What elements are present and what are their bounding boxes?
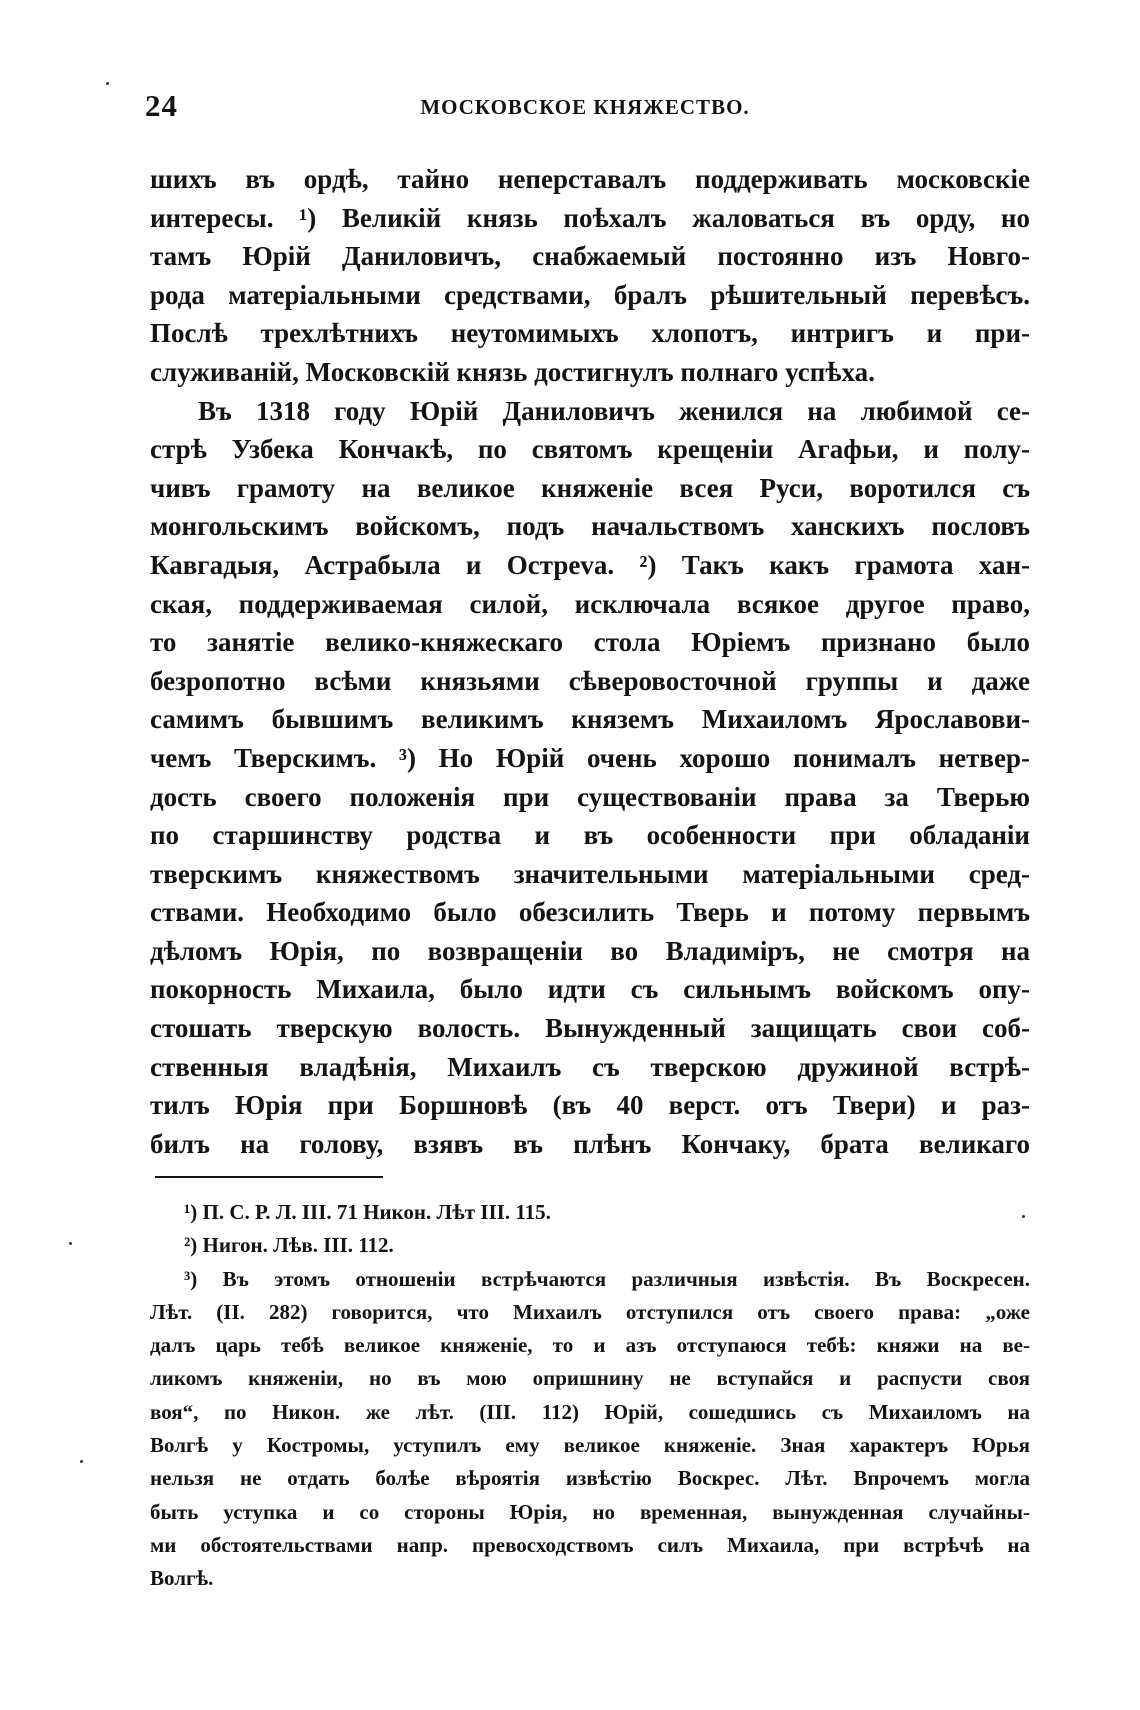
footnote-line: Волгѣ. — [150, 1566, 214, 1591]
scan-speck — [80, 1460, 83, 1463]
body-line: билъ на голову, взявъ въ плѣнъ Кончаку, брата великаго — [150, 1128, 1030, 1159]
body-line: Въ 1318 году Юрій Даниловичъ женился на любимой се- — [198, 395, 1030, 426]
body-line: ствами. Необходимо было обезсилить Тверь и потому первымъ — [150, 897, 1030, 928]
body-line: Кавгадыя, Астрабыла и Остреva. ²) Такъ какъ грамота хан- — [150, 549, 1030, 580]
body-line: шихъ въ ордѣ, тайно неперставалъ поддерживать московскіе — [150, 164, 1030, 194]
footnote-line: Волгѣ у Костромы, уступилъ ему великое княженіе. Зная характеръ Юрья — [150, 1433, 1030, 1458]
page-number: 24 — [145, 88, 178, 123]
footnote-line: ²) Нигон. Лѣв. III. 112. — [184, 1233, 394, 1258]
body-line: интересы. ¹) Великій князь поѣхалъ жаловаться въ орду, но — [150, 202, 1030, 233]
body-line: чивъ грамоту на великое княженіе всея Руси, воротился съ — [150, 472, 1030, 503]
body-line: дость своего положенія при существованіи права за Тверью — [150, 781, 1030, 812]
running-head: МОСКОВСКОЕ КНЯЖЕСТВО. — [420, 95, 750, 119]
body-line: Послѣ трехлѣтнихъ неутомимыхъ хлопотъ, интригъ и при- — [150, 318, 1030, 349]
footnote-line: ми обстоятельствами напр. превосходствомъ силъ Михаила, при встрѣчѣ на — [150, 1532, 1030, 1557]
body-line: самимъ бывшимъ великимъ княземъ Михаиломъ Ярославови- — [150, 704, 1030, 735]
scan-speck — [1022, 1215, 1025, 1218]
body-line: по старшинству родства и въ особенности при обладаніи — [150, 820, 1030, 851]
body-line: дѣломъ Юрія, по возвращеніи во Владиміръ, не смотря на — [150, 935, 1030, 966]
footnote-line: ³) Въ этомъ отношеніи встрѣчаются различныя извѣстія. Въ Воскресен. — [184, 1266, 1030, 1291]
scan-speck — [69, 1242, 72, 1245]
body-line: стошать тверскую волость. Вынужденный защищать свои соб- — [150, 1013, 1030, 1044]
footnote-line: Лѣт. (II. 282) говорится, что Михаилъ отступился отъ своего права: „оже — [150, 1299, 1030, 1324]
footnotes — [150, 1196, 1030, 1596]
body-line: тилъ Юрія при Боршновѣ (въ 40 верст. отъ Твери) и раз- — [150, 1090, 1030, 1121]
footnote-line: ликомъ княженіи, но въ мою опришнину не вступайся и распусти своя — [150, 1366, 1030, 1391]
body-line: безропотно всѣми князьями сѣверовосточной группы и даже — [150, 665, 1030, 696]
footnote-line: ¹) П. С. Р. Л. III. 71 Никон. Лѣт III. 115. — [184, 1200, 551, 1224]
footnote-line: нельзя не отдать болѣе вѣроятія извѣстію Воскрес. Лѣт. Впрочемъ могла — [150, 1466, 1030, 1491]
footnote-line: далъ царь тебѣ великое княженіе, то и азъ отступаюся тебѣ: княжи на ве- — [150, 1333, 1030, 1358]
body-line: ская, поддерживаемая силой, исключала всякое другое право, — [150, 588, 1030, 619]
body-line: тамъ Юрій Даниловичъ, снабжаемый постоянно изъ Новго- — [150, 241, 1030, 272]
footnote-line: воя“, по Никон. же лѣт. (III. 112) Юрій, сошедшись съ Михаиломъ на — [150, 1399, 1030, 1424]
body-line: служиваній, Московскій князь достигнулъ полнаго успѣха. — [150, 356, 875, 387]
footnote-rule — [155, 1176, 383, 1178]
body-line: то занятіе велико-княжескаго стола Юріемъ признано было — [150, 627, 1030, 658]
page-header — [145, 88, 1025, 132]
body-text — [150, 160, 1030, 1163]
body-line: ственныя владѣнія, Михаилъ съ тверскою дружиной встрѣ- — [150, 1051, 1030, 1082]
scan-speck — [106, 82, 109, 85]
footnote-line: быть уступка и со стороны Юрія, но временная, вынужденная случайны- — [150, 1499, 1030, 1524]
body-line: монгольскимъ войскомъ, подъ начальствомъ ханскихъ пословъ — [150, 511, 1030, 542]
body-line: рода матеріальными средствами, бралъ рѣшительный перевѣсъ. — [150, 279, 1030, 310]
body-line: тверскимъ княжествомъ значительными матеріальными сред- — [150, 858, 1030, 889]
body-line: стрѣ Узбека Кончакѣ, по святомъ крещеніи Агафьи, и полу- — [150, 434, 1030, 465]
body-line: покорность Михаила, было идти съ сильнымъ войскомъ опу- — [150, 974, 1030, 1005]
body-line: чемъ Тверскимъ. ³) Но Юрій очень хорошо понималъ нетвер- — [150, 742, 1030, 773]
